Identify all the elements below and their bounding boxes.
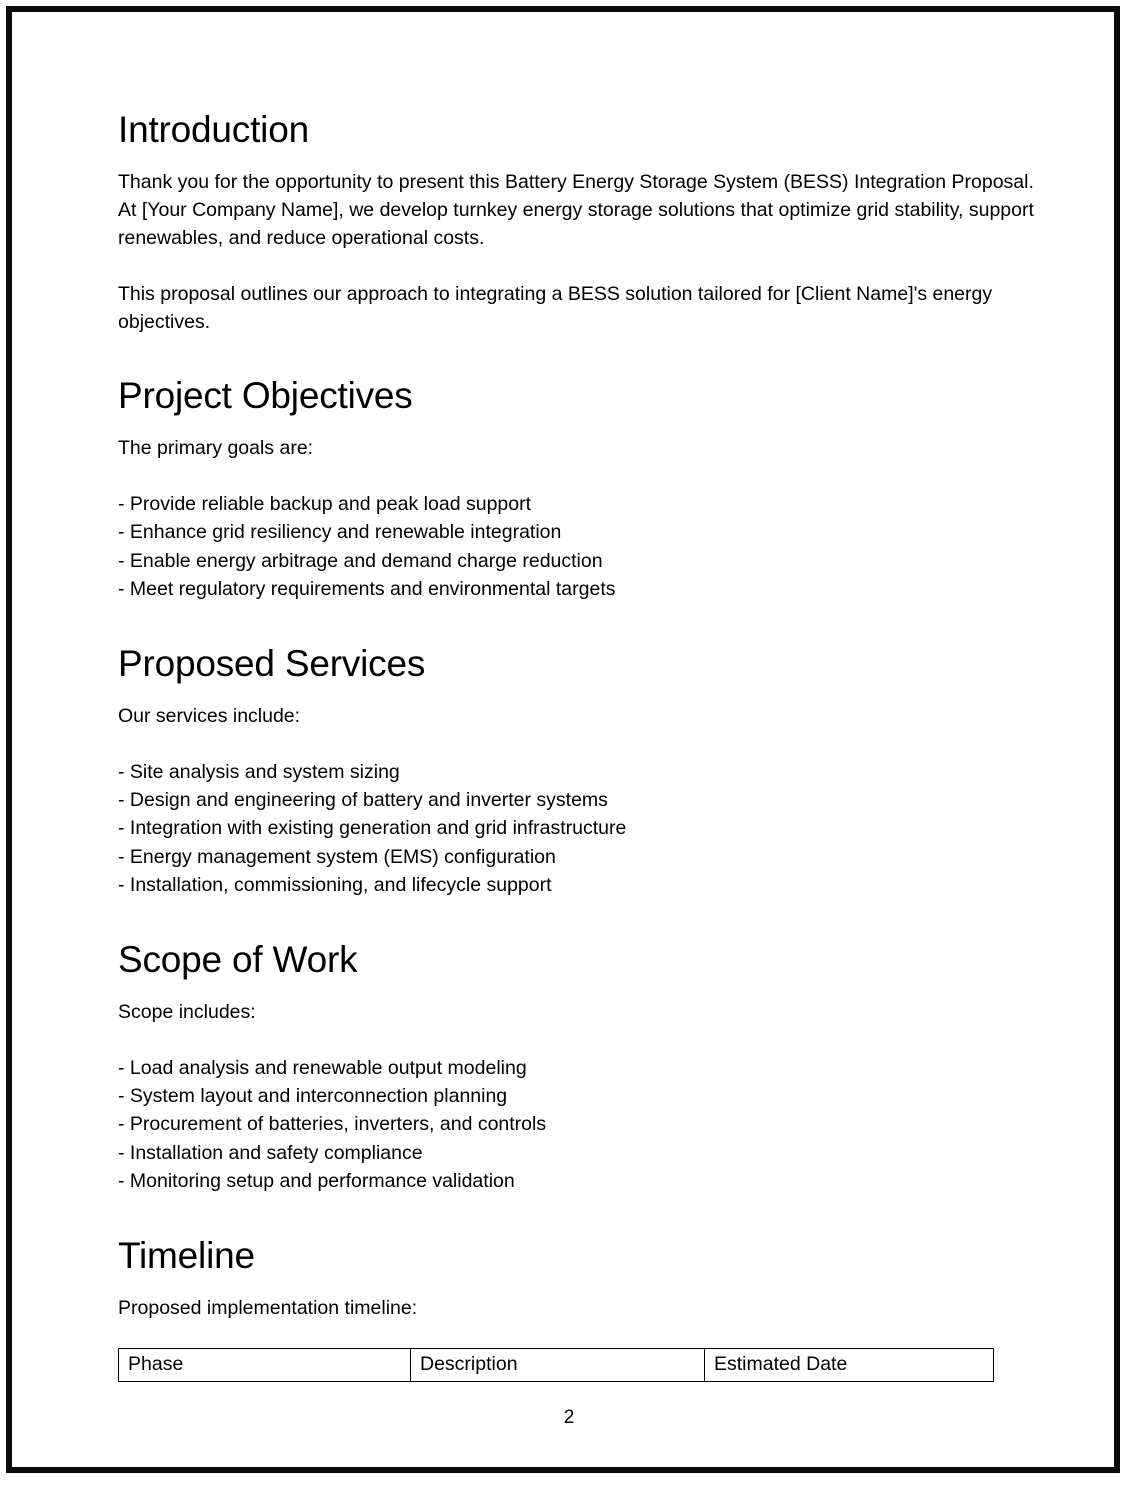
- project-objectives-lead-in: The primary goals are:: [118, 437, 314, 459]
- page-number: 2: [563, 1407, 575, 1428]
- section-timeline: [118, 1234, 1038, 1382]
- section-project-objectives: [118, 374, 1038, 604]
- timeline-table: [118, 1348, 994, 1382]
- list-item: - Monitoring setup and performance validation: [118, 1170, 515, 1193]
- section-scope-of-work: [118, 938, 1038, 1196]
- section-proposed-services: [118, 642, 1038, 900]
- list-item: - Meet regulatory requirements and environmental targets: [118, 578, 616, 601]
- list-item: - Enable energy arbitrage and demand charge reduction: [118, 549, 603, 572]
- heading-project-objectives: Project Objectives: [118, 375, 413, 416]
- list-item: - Site analysis and system sizing: [118, 760, 400, 783]
- scope-of-work-lead-in: Scope includes:: [118, 1000, 256, 1023]
- heading-scope-of-work: Scope of Work: [118, 938, 358, 980]
- document-page: [6, 6, 1120, 1473]
- document-content: [118, 108, 1038, 1382]
- scope-of-work-list: [118, 1054, 1038, 1196]
- project-objectives-list: [118, 490, 1038, 604]
- list-item: - Design and engineering of battery and inverter systems: [118, 789, 608, 812]
- proposed-services-lead-in: Our services include:: [118, 704, 301, 727]
- heading-proposed-services: Proposed Services: [118, 642, 426, 684]
- list-item: - Integration with existing generation and grid infrastructure: [118, 817, 627, 840]
- list-item: - Enhance grid resiliency and renewable integration: [118, 521, 562, 544]
- introduction-paragraph-2: This proposal outlines our approach to integrating a BESS solution tailored for [Client Name]'s energy objectives.: [118, 283, 993, 333]
- table-header-description: Description: [411, 1348, 705, 1381]
- table-header-row: [119, 1348, 994, 1381]
- timeline-lead-in: Proposed implementation timeline:: [118, 1296, 418, 1319]
- introduction-paragraph-1: Thank you for the opportunity to present this Battery Energy Storage System (BESS) Integration Proposal. At [Your Company Name], we develop turnkey energy storage solutions that optimize grid stability, support renewables, and reduce operational costs.: [118, 171, 1034, 249]
- section-introduction: [118, 108, 1038, 336]
- table-header-estimated-date: Estimated Date: [705, 1348, 994, 1381]
- list-item: - Installation and safety compliance: [118, 1141, 423, 1164]
- proposed-services-list: [118, 758, 1038, 900]
- list-item: - Procurement of batteries, inverters, and controls: [118, 1113, 547, 1136]
- list-item: - Energy management system (EMS) configuration: [118, 845, 556, 868]
- list-item: - Provide reliable backup and peak load support: [118, 493, 532, 515]
- list-item: - System layout and interconnection planning: [118, 1085, 508, 1108]
- list-item: - Installation, commissioning, and lifecycle support: [118, 874, 552, 897]
- heading-timeline: Timeline: [118, 1234, 255, 1276]
- heading-introduction: Introduction: [118, 109, 309, 150]
- table-header-phase: Phase: [119, 1348, 411, 1381]
- list-item: - Load analysis and renewable output modeling: [118, 1056, 527, 1079]
